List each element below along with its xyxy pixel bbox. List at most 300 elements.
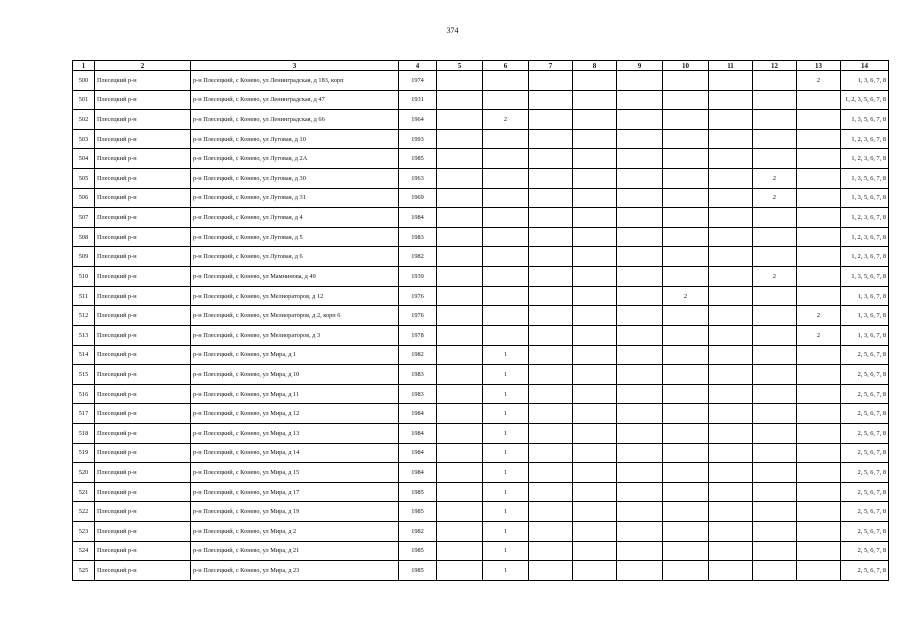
cell-col-11 [709,149,753,169]
cell-col-12 [753,129,797,149]
cell-col-10 [663,208,709,228]
cell-col-7 [529,71,573,91]
cell-col-12 [753,345,797,365]
cell-district: Плесецкий р-н [95,188,191,208]
cell-col-12: 2 [753,169,797,189]
cell-col-12: 2 [753,188,797,208]
cell-col-13 [797,188,841,208]
cell-col-7 [529,306,573,326]
cell-col-8 [573,110,617,130]
cell-col-14-codes: 1, 3, 5, 6, 7, 8 [841,110,889,130]
cell-address: р-н Плесецкий, с Конево, ул Мелиораторов, д 3 [191,325,399,345]
cell-row-number: 519 [73,443,95,463]
table-row [73,208,889,228]
cell-col-6: 1 [483,404,529,424]
cell-col-14-codes: 1, 3, 6, 7, 8 [841,286,889,306]
cell-col-8 [573,384,617,404]
cell-col-13 [797,404,841,424]
cell-year: 1982 [399,522,437,542]
cell-col-5 [437,110,483,130]
column-header-12: 12 [753,61,797,71]
table-row [73,404,889,424]
cell-address: р-н Плесецкий, с Конево, ул Луговая, д 6 [191,247,399,267]
cell-col-6: 1 [483,345,529,365]
cell-col-13 [797,463,841,483]
cell-col-13 [797,423,841,443]
cell-col-13 [797,286,841,306]
cell-col-10 [663,404,709,424]
cell-col-8 [573,306,617,326]
cell-col-7 [529,365,573,385]
cell-row-number: 504 [73,149,95,169]
cell-col-10 [663,325,709,345]
cell-col-5 [437,345,483,365]
cell-row-number: 500 [73,71,95,91]
cell-col-9 [617,110,663,130]
cell-col-8 [573,247,617,267]
cell-col-7 [529,502,573,522]
cell-col-9 [617,90,663,110]
cell-col-11 [709,345,753,365]
page-number: 374 [446,26,459,35]
cell-col-8 [573,325,617,345]
cell-col-6 [483,188,529,208]
table-row [73,71,889,91]
cell-col-7 [529,110,573,130]
table-row [73,247,889,267]
cell-year: 1985 [399,502,437,522]
cell-row-number: 507 [73,208,95,228]
cell-district: Плесецкий р-н [95,129,191,149]
column-header-6: 6 [483,61,529,71]
cell-address: р-н Плесецкий, с Конево, ул Мира, д 12 [191,404,399,424]
cell-row-number: 514 [73,345,95,365]
cell-col-5 [437,541,483,561]
cell-col-10 [663,561,709,581]
cell-address: р-н Плесецкий, с Конево, ул Мира, д 1 [191,345,399,365]
cell-col-12 [753,443,797,463]
cell-district: Плесецкий р-н [95,286,191,306]
cell-district: Плесецкий р-н [95,522,191,542]
cell-col-5 [437,365,483,385]
cell-col-13 [797,227,841,247]
cell-address: р-н Плесецкий, с Конево, ул Мира, д 10 [191,365,399,385]
table-header-row [73,61,889,71]
cell-col-6: 1 [483,423,529,443]
cell-col-13 [797,541,841,561]
cell-col-5 [437,267,483,287]
table-row [73,502,889,522]
cell-district: Плесецкий р-н [95,227,191,247]
cell-col-10 [663,482,709,502]
cell-col-11 [709,463,753,483]
cell-col-10 [663,188,709,208]
cell-year: 1985 [399,482,437,502]
cell-district: Плесецкий р-н [95,541,191,561]
cell-col-7 [529,404,573,424]
cell-district: Плесецкий р-н [95,404,191,424]
cell-row-number: 524 [73,541,95,561]
cell-col-7 [529,267,573,287]
table-row [73,561,889,581]
cell-address: р-н Плесецкий, с Конево, ул Мира, д 21 [191,541,399,561]
cell-col-8 [573,71,617,91]
cell-year: 1939 [399,267,437,287]
table-row [73,384,889,404]
cell-col-13: 2 [797,71,841,91]
cell-col-6 [483,208,529,228]
cell-row-number: 516 [73,384,95,404]
cell-col-5 [437,227,483,247]
cell-year: 1984 [399,423,437,443]
cell-col-6: 1 [483,502,529,522]
cell-col-13 [797,522,841,542]
cell-col-14-codes: 2, 5, 6, 7, 8 [841,345,889,365]
cell-row-number: 512 [73,306,95,326]
table-row [73,325,889,345]
cell-col-5 [437,208,483,228]
cell-col-12 [753,71,797,91]
cell-address: р-н Плесецкий, с Конево, ул Луговая, д 10 [191,129,399,149]
cell-col-6: 1 [483,541,529,561]
cell-col-9 [617,345,663,365]
cell-col-11 [709,129,753,149]
table-row [73,227,889,247]
cell-col-12 [753,502,797,522]
cell-col-5 [437,149,483,169]
cell-col-10 [663,169,709,189]
table-row [73,423,889,443]
cell-year: 1983 [399,365,437,385]
cell-year: 1982 [399,345,437,365]
column-header-2: 2 [95,61,191,71]
cell-col-10 [663,423,709,443]
cell-row-number: 502 [73,110,95,130]
cell-col-8 [573,227,617,247]
cell-col-12 [753,247,797,267]
cell-col-11 [709,365,753,385]
cell-year: 1963 [399,169,437,189]
cell-col-7 [529,169,573,189]
cell-col-11 [709,561,753,581]
cell-col-9 [617,522,663,542]
cell-district: Плесецкий р-н [95,325,191,345]
cell-col-9 [617,129,663,149]
cell-col-13 [797,129,841,149]
cell-address: р-н Плесецкий, с Конево, ул Мира, д 23 [191,561,399,581]
table-row [73,267,889,287]
cell-col-5 [437,502,483,522]
cell-col-6 [483,149,529,169]
cell-col-9 [617,541,663,561]
cell-col-10 [663,384,709,404]
cell-year: 1964 [399,110,437,130]
cell-district: Плесецкий р-н [95,384,191,404]
cell-col-14-codes: 2, 5, 6, 7, 8 [841,463,889,483]
cell-col-13: 2 [797,306,841,326]
column-header-8: 8 [573,61,617,71]
cell-address: р-н Плесецкий, с Конево, ул Мира, д 11 [191,384,399,404]
cell-col-11 [709,208,753,228]
cell-col-14-codes: 2, 5, 6, 7, 8 [841,443,889,463]
cell-col-14-codes: 1, 2, 3, 6, 7, 8 [841,208,889,228]
cell-col-10 [663,129,709,149]
table-row [73,522,889,542]
column-header-4: 4 [399,61,437,71]
cell-year: 1976 [399,306,437,326]
cell-col-14-codes: 2, 5, 6, 7, 8 [841,404,889,424]
cell-col-6: 1 [483,561,529,581]
cell-col-12 [753,561,797,581]
cell-row-number: 517 [73,404,95,424]
cell-col-8 [573,522,617,542]
cell-address: р-н Плесецкий, с Конево, ул Мира, д 13 [191,423,399,443]
cell-col-13 [797,384,841,404]
cell-col-12 [753,522,797,542]
cell-col-13 [797,502,841,522]
cell-col-6 [483,71,529,91]
cell-year: 1983 [399,227,437,247]
column-header-14: 14 [841,61,889,71]
cell-col-13 [797,110,841,130]
cell-col-8 [573,90,617,110]
cell-col-12 [753,110,797,130]
cell-district: Плесецкий р-н [95,267,191,287]
cell-col-14-codes: 1, 2, 3, 6, 7, 8 [841,149,889,169]
table-row [73,345,889,365]
cell-col-13 [797,247,841,267]
cell-col-6 [483,325,529,345]
cell-col-7 [529,129,573,149]
cell-col-12 [753,149,797,169]
cell-col-13 [797,443,841,463]
cell-col-14-codes: 1, 3, 5, 6, 7, 8 [841,169,889,189]
cell-col-12 [753,365,797,385]
cell-address: р-н Плесецкий, с Конево, ул Луговая, д 4 [191,208,399,228]
cell-col-12 [753,541,797,561]
cell-col-14-codes: 1, 3, 5, 6, 7, 8 [841,188,889,208]
cell-col-10 [663,247,709,267]
cell-address: р-н Плесецкий, с Конево, ул Луговая, д 5 [191,227,399,247]
cell-address: р-н Плесецкий, с Конево, ул Мира, д 17 [191,482,399,502]
cell-row-number: 520 [73,463,95,483]
cell-col-9 [617,502,663,522]
cell-col-10 [663,522,709,542]
cell-year: 1985 [399,561,437,581]
cell-district: Плесецкий р-н [95,561,191,581]
cell-col-5 [437,306,483,326]
cell-col-5 [437,404,483,424]
table-row [73,482,889,502]
column-header-13: 13 [797,61,841,71]
cell-col-13 [797,149,841,169]
cell-row-number: 515 [73,365,95,385]
cell-col-14-codes: 2, 5, 6, 7, 8 [841,541,889,561]
cell-col-10 [663,306,709,326]
cell-col-5 [437,325,483,345]
cell-col-9 [617,443,663,463]
cell-col-13 [797,345,841,365]
cell-col-5 [437,443,483,463]
cell-year: 1984 [399,404,437,424]
cell-col-8 [573,482,617,502]
cell-col-9 [617,208,663,228]
cell-col-9 [617,463,663,483]
cell-col-9 [617,325,663,345]
cell-address: р-н Плесецкий, с Конево, ул Мамнинова, д 49 [191,267,399,287]
cell-col-5 [437,247,483,267]
cell-year: 1993 [399,129,437,149]
table-row [73,129,889,149]
cell-col-11 [709,71,753,91]
cell-district: Плесецкий р-н [95,482,191,502]
cell-col-12: 2 [753,267,797,287]
cell-col-14-codes: 2, 5, 6, 7, 8 [841,384,889,404]
cell-row-number: 511 [73,286,95,306]
cell-col-7 [529,208,573,228]
cell-col-13 [797,365,841,385]
cell-col-5 [437,188,483,208]
cell-col-9 [617,384,663,404]
cell-col-9 [617,561,663,581]
table-row [73,149,889,169]
cell-year: 1969 [399,188,437,208]
cell-col-9 [617,227,663,247]
cell-address: р-н Плесецкий, с Конево, ул Ленинградская, д 183, корп [191,71,399,91]
cell-col-14-codes: 1, 3, 6, 7, 8 [841,71,889,91]
cell-year: 1985 [399,149,437,169]
cell-col-12 [753,286,797,306]
cell-col-9 [617,188,663,208]
cell-row-number: 521 [73,482,95,502]
cell-col-11 [709,247,753,267]
cell-col-9 [617,149,663,169]
cell-col-10: 2 [663,286,709,306]
cell-col-14-codes: 1, 2, 3, 5, 6, 7, 8 [841,90,889,110]
cell-col-11 [709,541,753,561]
cell-col-5 [437,71,483,91]
cell-col-14-codes: 2, 5, 6, 7, 8 [841,423,889,443]
cell-address: р-н Плесецкий, с Конево, ул Луговая, д 2А [191,149,399,169]
cell-col-14-codes: 2, 5, 6, 7, 8 [841,365,889,385]
cell-address: р-н Плесецкий, с Конево, ул Мелиораторов, д 2, корп 6 [191,306,399,326]
cell-col-9 [617,404,663,424]
cell-col-13: 2 [797,325,841,345]
cell-col-7 [529,247,573,267]
cell-col-8 [573,129,617,149]
table-row [73,110,889,130]
cell-col-8 [573,463,617,483]
cell-col-10 [663,267,709,287]
column-header-7: 7 [529,61,573,71]
cell-col-9 [617,286,663,306]
cell-col-10 [663,110,709,130]
cell-col-7 [529,482,573,502]
cell-col-9 [617,306,663,326]
cell-address: р-н Плесецкий, с Конево, ул Мелиораторов, д 12 [191,286,399,306]
cell-col-8 [573,423,617,443]
cell-year: 1984 [399,208,437,228]
cell-year: 1974 [399,71,437,91]
table-body [73,71,889,581]
cell-col-9 [617,267,663,287]
cell-col-10 [663,90,709,110]
cell-col-8 [573,149,617,169]
cell-col-12 [753,208,797,228]
cell-col-11 [709,522,753,542]
cell-col-14-codes: 1, 2, 3, 6, 7, 8 [841,129,889,149]
cell-col-10 [663,443,709,463]
cell-col-11 [709,325,753,345]
cell-col-14-codes: 1, 2, 3, 6, 7, 8 [841,247,889,267]
cell-col-6 [483,90,529,110]
cell-col-14-codes: 2, 5, 6, 7, 8 [841,482,889,502]
cell-district: Плесецкий р-н [95,149,191,169]
cell-col-12 [753,227,797,247]
cell-district: Плесецкий р-н [95,169,191,189]
cell-col-12 [753,306,797,326]
cell-col-10 [663,541,709,561]
cell-col-7 [529,188,573,208]
cell-col-10 [663,345,709,365]
cell-col-12 [753,482,797,502]
cell-address: р-н Плесецкий, с Конево, ул Мира, д 19 [191,502,399,522]
cell-col-6: 1 [483,522,529,542]
cell-col-6 [483,247,529,267]
cell-col-8 [573,169,617,189]
cell-address: р-н Плесецкий, с Конево, ул Луговая, д 30 [191,169,399,189]
cell-year: 1982 [399,247,437,267]
cell-district: Плесецкий р-н [95,247,191,267]
cell-col-11 [709,90,753,110]
cell-col-9 [617,169,663,189]
cell-col-11 [709,443,753,463]
cell-col-11 [709,423,753,443]
cell-year: 1976 [399,286,437,306]
cell-col-14-codes: 2, 5, 6, 7, 8 [841,502,889,522]
column-header-1: 1 [73,61,95,71]
cell-col-13 [797,267,841,287]
column-header-10: 10 [663,61,709,71]
cell-col-8 [573,267,617,287]
cell-col-5 [437,384,483,404]
cell-col-7 [529,541,573,561]
cell-district: Плесецкий р-н [95,345,191,365]
cell-col-9 [617,365,663,385]
column-header-5: 5 [437,61,483,71]
cell-col-8 [573,502,617,522]
cell-col-9 [617,71,663,91]
cell-row-number: 522 [73,502,95,522]
table-row [73,188,889,208]
cell-col-10 [663,463,709,483]
cell-col-11 [709,188,753,208]
cell-col-6: 1 [483,443,529,463]
cell-district: Плесецкий р-н [95,90,191,110]
cell-col-12 [753,404,797,424]
cell-col-6 [483,169,529,189]
cell-col-5 [437,423,483,443]
cell-col-7 [529,286,573,306]
cell-col-13 [797,90,841,110]
cell-year: 1984 [399,443,437,463]
cell-year: 1978 [399,325,437,345]
cell-col-6 [483,267,529,287]
cell-col-6 [483,227,529,247]
cell-col-13 [797,208,841,228]
cell-col-7 [529,227,573,247]
cell-col-5 [437,129,483,149]
